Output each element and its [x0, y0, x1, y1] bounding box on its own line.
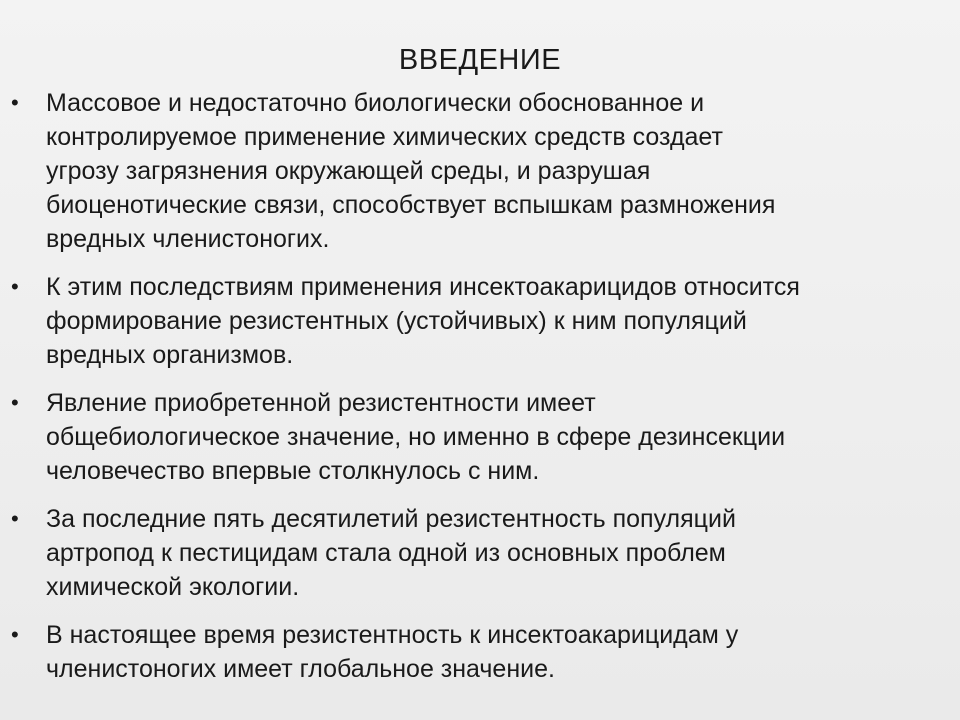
bullet-line: Явление приобретенной резистентности имеет	[46, 389, 596, 417]
bullet-text	[46, 618, 940, 686]
bullet-line: человечество впервые столкнулось с ним.	[46, 457, 540, 485]
bullet-text	[46, 386, 940, 488]
bullet-marker: •	[11, 622, 19, 647]
bullet-text	[46, 86, 940, 256]
bullet-list	[0, 84, 960, 700]
bullet-line: формирование резистентных (устойчивых) к ним популяций	[46, 307, 747, 335]
bullet-line: членистоногих имеет глобальное значение.	[46, 655, 555, 683]
bullet-line: вредных организмов.	[46, 341, 294, 369]
bullet-line: К этим последствиям применения инсектоакарицидов относится	[46, 273, 800, 301]
bullet-item	[0, 618, 960, 686]
bullet-item	[0, 270, 960, 372]
bullet-line: артропод к пестицидам стала одной из основных проблем	[46, 539, 726, 567]
bullet-line: контролируемое применение химических средств создает	[46, 123, 723, 151]
bullet-line: В настоящее время резистентность к инсектоакарицидам у	[46, 621, 739, 649]
bullet-line: биоценотические связи, способствует вспышкам размножения	[46, 191, 776, 219]
bullet-marker: •	[11, 506, 19, 531]
bullet-text	[46, 502, 940, 604]
bullet-line: угрозу загрязнения окружающей среды, и разрушая	[46, 157, 651, 185]
bullet-line: химической экологии.	[46, 573, 300, 601]
bullet-line: общебиологическое значение, но именно в сфере дезинсекции	[46, 423, 786, 451]
bullet-text	[46, 270, 940, 372]
bullet-marker: •	[11, 390, 19, 415]
bullet-item	[0, 386, 960, 488]
bullet-line: Массовое и недостаточно биологически обоснованное и	[46, 89, 705, 117]
bullet-line: За последние пять десятилетий резистентность популяций	[46, 505, 736, 533]
bullet-item	[0, 86, 960, 256]
slide-title: ВВЕДЕНИЕ	[398, 44, 562, 76]
bullet-item	[0, 502, 960, 604]
bullet-marker: •	[11, 90, 19, 115]
bullet-line: вредных членистоногих.	[46, 225, 330, 253]
bullet-marker: •	[11, 274, 19, 299]
